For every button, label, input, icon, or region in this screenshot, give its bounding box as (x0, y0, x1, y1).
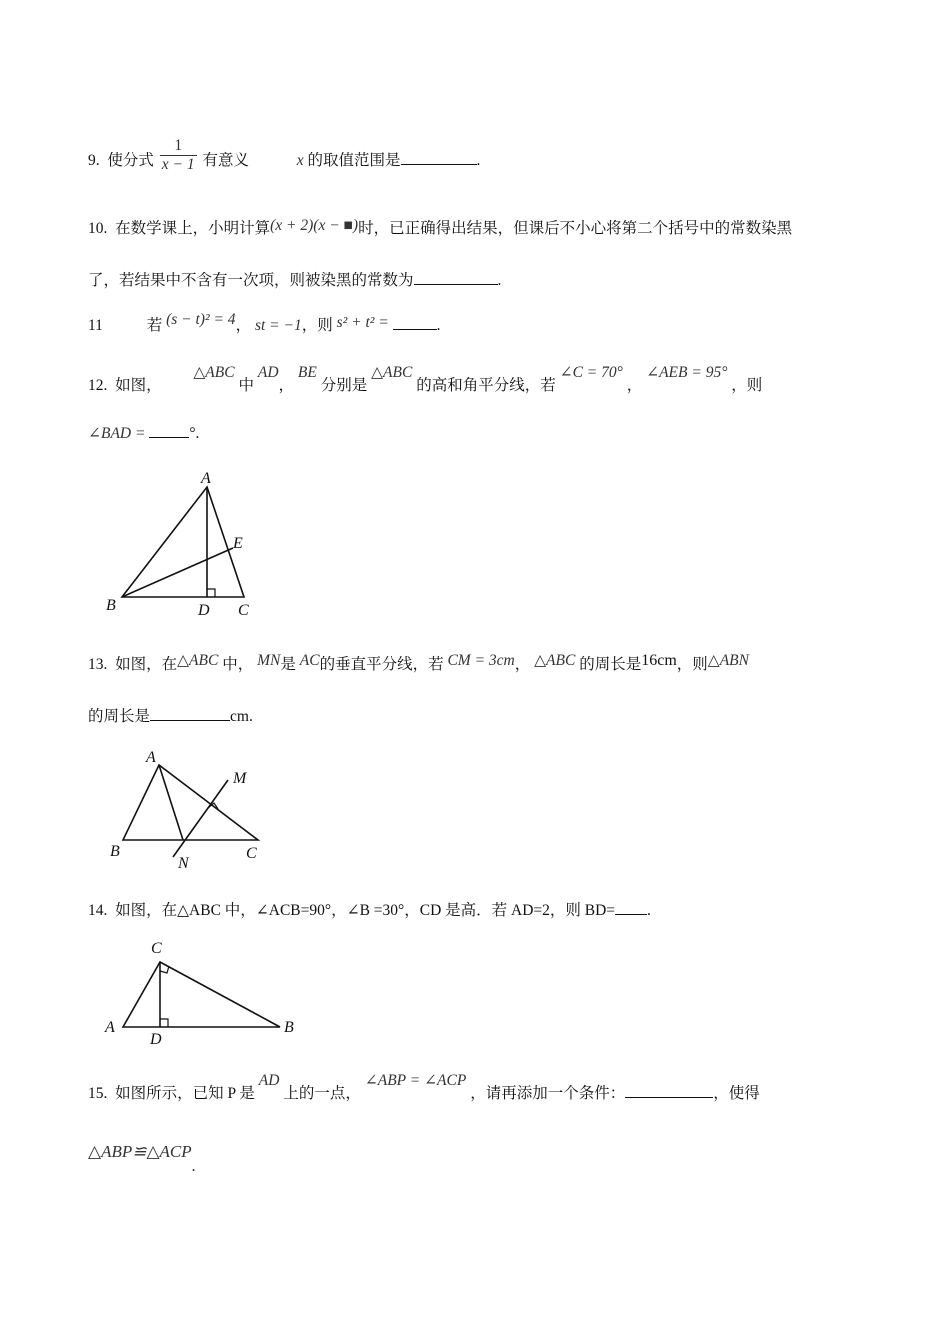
q13-triangle-1: △ABC (177, 652, 219, 669)
q15-end: . (191, 1158, 196, 1175)
q14-label-b: B (284, 1019, 294, 1036)
q10-text-2: 时，已正确得出结果，但课后不小心将第二个括号中的常数染黑 (358, 220, 793, 237)
q11-expression-1: (s − t)² = 4 (166, 311, 236, 328)
q12-angle-c: ∠C = 70° (559, 364, 623, 381)
q13-text-1: 如图，在 (115, 656, 178, 673)
q12-right-angle-mark (207, 589, 215, 597)
q9-fraction (160, 137, 197, 174)
q11-text-pre: 若 (146, 317, 163, 334)
q11-end: . (436, 317, 441, 334)
question-12-line-2 (88, 424, 199, 443)
q15-text-3: ，请再添加一个条件： (470, 1085, 626, 1102)
q12-text-3: ， (278, 377, 295, 394)
q12-answer-blank (149, 425, 189, 438)
question-10-line-1 (88, 216, 792, 238)
q12-end: °. (189, 425, 200, 442)
question-14 (88, 898, 651, 920)
q12-text-6: ， (626, 377, 643, 394)
q13-number: 13. (88, 656, 108, 673)
q13-answer-blank (150, 708, 230, 721)
q13-cm-value: CM = 3cm (447, 652, 515, 669)
q12-bisector-be (122, 548, 233, 597)
q13-label-n: N (178, 855, 189, 872)
q12-segment-ad: AD (257, 364, 279, 381)
q13-segment-an (159, 765, 183, 840)
q12-label-e: E (233, 535, 243, 552)
question-11 (88, 313, 441, 335)
q13-text-4: 的垂直平分线，若 (319, 656, 444, 673)
q13-text-8: 的周长是 (88, 708, 151, 725)
q9-fraction-denominator: x − 1 (161, 156, 195, 173)
q9-variable: x (296, 152, 304, 170)
q12-text-7: ，则 (731, 377, 763, 394)
q9-answer-blank (401, 152, 477, 165)
question-9 (88, 137, 481, 180)
q11-sep-2: ，则 (301, 317, 333, 334)
q14-label-c: C (151, 940, 162, 957)
q13-bisector-mn (173, 780, 228, 857)
q12-segment-be: BE (297, 364, 317, 381)
question-10-line-2 (88, 268, 501, 290)
q14-number: 14. (88, 902, 108, 919)
q12-figure (100, 465, 260, 620)
q10-text-1: 在数学课上，小明计算 (115, 220, 271, 237)
q9-text-pre: 使分式 (107, 152, 154, 170)
q9-end: . (476, 152, 481, 170)
q13-text-2: 中， (222, 656, 254, 673)
question-13-line-1 (88, 652, 749, 674)
q15-answer-blank (625, 1085, 713, 1098)
q10-text-3: 了，若结果中不含有一次项，则被染黑的常数为 (88, 272, 414, 289)
q12-label-a: A (201, 470, 211, 487)
q9-fraction-numerator: 1 (160, 137, 197, 156)
q13-segment-ac: AC (299, 652, 320, 669)
q14-answer-blank (615, 902, 647, 915)
q13-text-5: ， (514, 656, 531, 673)
q12-text-2: 中 (238, 377, 254, 394)
q14-end: . (647, 902, 651, 919)
q11-number: 11 (88, 317, 103, 334)
q9-text-post: 的取值范围是 (307, 152, 401, 170)
q11-answer-blank (393, 317, 437, 330)
q13-triangle-2: △ABC (534, 652, 576, 669)
q13-segment-mn: MN (257, 652, 281, 669)
q13-label-a: A (146, 749, 156, 766)
q12-text-4: 分别是 (320, 377, 368, 394)
q13-text-6: 的周长是 (579, 656, 642, 673)
q15-congruence: △ABP≌△ACP (88, 1142, 192, 1161)
question-15-line-1 (88, 1072, 760, 1103)
q14-right-angle-mark-d (160, 1019, 168, 1027)
q13-text-7: ，则 (676, 656, 708, 673)
question-15-line-2 (88, 1142, 196, 1175)
q13-triangle-3: △ABN (707, 652, 749, 669)
q12-angle-aeb: ∠AEB = 95° (646, 364, 728, 381)
q15-segment-ad: AD (258, 1072, 280, 1089)
q15-text-4: ，使得 (713, 1085, 760, 1102)
q11-expression-2: st = −1 (254, 317, 302, 334)
q15-text-1: 如图所示，已知 P 是 (115, 1085, 255, 1102)
q15-number: 15. (88, 1085, 108, 1102)
q12-text-5: 的高和角平分线，若 (416, 377, 556, 394)
q12-text-1: 如图， (115, 377, 162, 394)
q14-figure (100, 935, 310, 1050)
q10-number: 10. (88, 220, 108, 237)
q13-label-m: M (233, 770, 247, 787)
q14-triangle-acb (123, 962, 280, 1027)
q12-number: 12. (88, 377, 108, 394)
q12-triangle-2: △ABC (371, 364, 413, 381)
q15-text-2: 上的一点， (283, 1085, 361, 1102)
q14-text: 如图，在△ABC 中，∠ACB=90°，∠B =30°，CD 是高．若 AD=2，则 BD= (115, 902, 616, 919)
question-13-line-2 (88, 704, 253, 726)
q12-angle-bad: ∠BAD = (88, 425, 146, 442)
q12-triangle-abc (122, 487, 244, 597)
q13-label-b: B (110, 843, 120, 860)
q10-answer-blank (414, 272, 498, 285)
q14-label-d: D (150, 1031, 162, 1048)
q15-angle-condition: ∠ABP = ∠ACP (364, 1072, 467, 1089)
q12-label-c: C (238, 602, 249, 619)
q10-expression: (x + 2)(x − ■) (270, 217, 359, 234)
q11-expression-3: s² + t² = (336, 314, 389, 331)
q12-label-d: D (198, 602, 210, 619)
q13-text-3: 是 (280, 656, 296, 673)
q13-perimeter: 16cm (641, 652, 677, 669)
q9-number: 9. (88, 152, 100, 170)
q12-label-b: B (106, 597, 116, 614)
q13-end: cm. (230, 708, 253, 725)
q12-triangle-1: △ABC (193, 364, 235, 381)
q13-label-c: C (246, 845, 257, 862)
question-12-line-1 (88, 364, 763, 395)
q9-text-mid: 有意义 (202, 152, 249, 170)
q10-end: . (497, 272, 502, 289)
q13-figure (100, 745, 280, 875)
q11-sep-1: ， (235, 317, 252, 334)
q14-label-a: A (105, 1019, 115, 1036)
